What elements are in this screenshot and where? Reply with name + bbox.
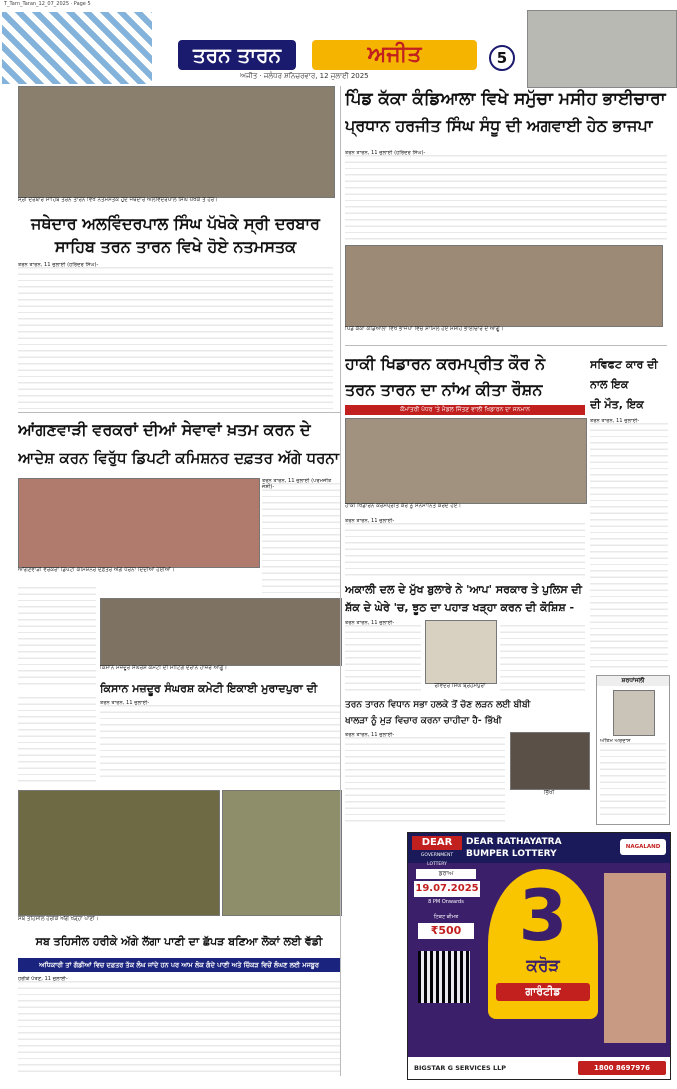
kisan-headline: ਕਿਸਾਨ ਮਜ਼ਦੂਰ ਸੰਘਰਸ਼ ਕਮੇਟੀ ਇਕਾਈ ਮੁਰਾਦਪੁਰਾ ਦੀ — [100, 682, 318, 695]
obituary-label: ਸ਼ਰਧਾਂਜਲੀ — [597, 676, 669, 686]
akali-caption: ਰਵਿੰਦਰ ਸਿੰਘ ਬ੍ਰਹਮਪੁਰਾ — [434, 683, 486, 689]
kisan-body: ਤਰਨ ਤਾਰਨ, 11 ਜੁਲਾਈ- — [100, 700, 340, 782]
khalra-caption: ਭਿੱਖੀ — [543, 790, 555, 796]
lottery-prize-tag: ਗਾਰੰਟੀਡ — [496, 983, 590, 1001]
khalra-headline-1: ਤਰਨ ਤਾਰਨ ਵਿਧਾਨ ਸਭਾ ਹਲਕੇ ਤੋਂ ਚੋਣ ਲੜਨ ਲਈ ਬੀਬੀ — [345, 700, 531, 710]
section-divider-right — [345, 345, 667, 346]
anganwadi-headline-1: ਆਂਗਣਵਾੜੀ ਵਰਕਰਾਂ ਦੀਆਂ ਸੇਵਾਵਾਂ ਖ਼ਤਮ ਕਰਨ ਦੇ — [18, 420, 311, 439]
lottery-ticket-price: ₹500 — [418, 923, 474, 939]
lottery-ticket-label: ਟਿਕਟ ਕੀਮਤ — [433, 914, 459, 920]
kisan-photo — [100, 598, 342, 666]
accident-headline-2: ਨਾਲ ਇਕ — [590, 378, 629, 391]
lottery-prize-word: ਕਰੋੜ — [526, 956, 560, 976]
lottery-brand-sub: GOVERNMENT LOTTERY — [420, 853, 454, 867]
jathedar-headline-2: ਸਾਹਿਬ ਤਰਨ ਤਾਰਨ ਵਿਖੇ ਹੋਏ ਨਤਮਸਤਕ — [54, 237, 297, 256]
bjp-headline-1: ਪਿੰਡ ਕੱਕਾ ਕੰਡਿਆਲਾ ਵਿਖੇ ਸਮੁੱਚਾ ਮਸੀਹ ਭਾਈਚਾਰਾ — [345, 89, 666, 109]
lottery-brand: DEAR — [412, 836, 462, 850]
jathedar-caption: ਸ੍ਰੀ ਦਰਬਾਰ ਸਾਹਿਬ ਤਰਨ ਤਾਰਨ ਵਿਖੇ ਨਤਮਸਤਕ ਹੁੰਦੇ ਜਥੇਦਾਰ ਅਲਵਿੰਦਰਪਾਲ ਸਿੰਘ ਪੱਖੋਕੇ ਤੇ ਹੋਰ। — [18, 197, 218, 203]
lottery-title-2: BUMPER LOTTERY — [466, 849, 557, 859]
water-headline: ਸਬ ਤਹਿਸੀਲ ਹਰੀਕੇ ਅੱਗੇ ਲੱਗਾ ਪਾਣੀ ਦਾ ਛੱਪੜ ਬਣਿਆ ਲੋਕਾਂ ਲਈ ਵੱਡੀ — [35, 935, 323, 948]
accident-body: ਤਰਨ ਤਾਰਨ, 11 ਜੁਲਾਈ- — [590, 418, 668, 668]
water-caption: ਸਬ ਤਹਿਸੀਲ ਹਰੀਕੇ ਅੱਗੇ ਖੜ੍ਹਾ ਪਾਣੀ। — [18, 916, 99, 922]
obituary-photo — [613, 690, 655, 736]
lottery-ambassador-photo — [604, 873, 666, 1043]
masthead-pattern-left — [2, 12, 152, 84]
anganwadi-photo — [18, 478, 260, 568]
hockey-headline-2: ਤਰਨ ਤਾਰਨ ਦਾ ਨਾਂਅ ਕੀਤਾ ਰੌਸ਼ਨ — [345, 380, 543, 399]
section-divider-left — [18, 412, 340, 413]
water-photo-1 — [18, 790, 220, 916]
khalra-photo — [510, 732, 590, 790]
jathedar-photo — [18, 86, 335, 198]
column-divider — [340, 86, 341, 1076]
hockey-caption: ਹਾਕੀ ਖਿਡਾਰਨ ਕਰਮਪ੍ਰੀਤ ਕੌਰ ਨੂੰ ਸਨਮਾਨਿਤ ਕਰਦੇ ਹੋਏ। — [345, 503, 462, 509]
anganwadi-body-right: ਤਰਨ ਤਾਰਨ, 11 ਜੁਲਾਈ (ਪਰਮਜੀਤ ਜੋਸ਼ੀ)- — [262, 478, 340, 600]
lottery-draw-date: 19.07.2025 — [414, 881, 480, 897]
bjp-caption: ਪਿੰਡ ਕੱਕਾ ਕੰਡਿਆਲਾ ਵਿਖੇ ਭਾਜਪਾ ਵਿਚ ਸ਼ਾਮਿਲ ਹੋਏ ਮਸੀਹ ਭਾਈਚਾਰੇ ਦੇ ਆਗੂ। — [345, 326, 504, 332]
lottery-seller: BIGSTAR G SERVICES LLP — [414, 1064, 506, 1072]
akali-headline-1: ਅਕਾਲੀ ਦਲ ਦੇ ਮੁੱਖ ਬੁਲਾਰੇ ਨੇ 'ਆਪ' ਸਰਕਾਰ ਤੇ ਪੁਲਿਸ ਦੀ — [345, 583, 582, 596]
accident-headline-1: ਸਵਿਫਟ ਕਾਰ ਦੀ — [590, 358, 658, 371]
dateline: ਅਜੀਤ · ਜਲੰਧਰ ਸ਼ਨਿਚਰਵਾਰ, 12 ਜੁਲਾਈ 2025 — [240, 72, 369, 80]
obituary-body: ਅੰਤਿਮ ਅਰਦਾਸ — [600, 738, 666, 820]
masthead-title-right: ਅਜੀਤ — [312, 40, 477, 70]
page-number: 5 — [489, 45, 515, 71]
print-info: T_Tarn_Taran_12_07_2025 · Page 5 — [4, 1, 91, 7]
bjp-photo — [345, 245, 663, 327]
anganwadi-headline-2: ਆਦੇਸ਼ ਕਰਨ ਵਿਰੁੱਧ ਡਿਪਟੀ ਕਮਿਸ਼ਨਰ ਦਫ਼ਤਰ ਅੱਗੇ ਧਰਨਾ — [18, 449, 340, 467]
lottery-draw-label: ਡਰਾਅ — [416, 869, 476, 879]
kisan-caption: ਕਿਸਾਨ ਮਜ਼ਦੂਰ ਸੰਘਰਸ਼ ਕਮੇਟੀ ਦੀ ਮੀਟਿੰਗ ਦੌਰਾਨ ਹਾਜ਼ਰ ਆਗੂ। — [100, 665, 228, 671]
lottery-phone: 1800 8697976 — [578, 1061, 666, 1075]
hockey-body: ਤਰਨ ਤਾਰਨ, 11 ਜੁਲਾਈ- — [345, 518, 585, 578]
akali-photo — [425, 620, 497, 684]
bjp-body: ਤਰਨ ਤਾਰਨ, 11 ਜੁਲਾਈ (ਹਰਿੰਦਰ ਸਿੰਘ)- — [345, 150, 667, 242]
hockey-headline-1: ਹਾਕੀ ਖਿਡਾਰਨ ਕਰਮਪ੍ਰੀਤ ਕੌਰ ਨੇ — [345, 354, 546, 373]
hockey-subhead: ਕੌਮਾਂਤਰੀ ਪੱਧਰ 'ਤੇ ਮੈਡਲ ਜਿੱਤਣ ਵਾਲੀ ਖਿਡਾਰਨ ਦਾ ਸਨਮਾਨ — [345, 405, 585, 415]
water-subhead: ਅਧਿਕਾਰੀ ਤਾਂ ਗੱਡੀਆਂ ਵਿਚ ਦਫ਼ਤਰ ਤੱਕ ਲੰਘ ਜਾਂਦੇ ਹਨ ਪਰ ਆਮ ਲੋਕ ਗੰਦੇ ਪਾਣੀ ਅਤੇ ਚਿੱਕੜ ਵਿਚੋਂ ਲੰਘਣ ਲਈ ਮਜਬੂਰ — [18, 958, 340, 972]
khalra-headline-2: ਖਾਲੜਾ ਨੂੰ ਮੁੜ ਵਿਚਾਰ ਕਰਨਾ ਚਾਹੀਦਾ ਹੈ- ਭਿੱਖੀ — [345, 716, 502, 726]
accident-headline-3: ਦੀ ਮੌਤ, ਇਕ — [590, 398, 644, 411]
obituary-box — [596, 675, 670, 825]
lottery-prize-digit: 3 — [518, 875, 568, 957]
bjp-headline-2: ਪ੍ਰਧਾਨ ਹਰਜੀਤ ਸਿੰਘ ਸੰਧੂ ਦੀ ਅਗਵਾਈ ਹੇਠ ਭਾਜਪਾ — [345, 116, 653, 135]
water-photo-2 — [222, 790, 342, 916]
water-body: ਹਰੀਕੇ ਪੱਤਣ, 11 ਜੁਲਾਈ- — [18, 976, 340, 1076]
lottery-ad — [407, 832, 671, 1080]
lottery-state: NAGALAND — [620, 839, 666, 855]
lottery-qr-code — [418, 951, 470, 1003]
jathedar-body: ਤਰਨ ਤਾਰਨ, 11 ਜੁਲਾਈ (ਹਰਿੰਦਰ ਸਿੰਘ)- — [18, 262, 333, 410]
lottery-title-1: DEAR RATHAYATRA — [466, 837, 562, 847]
hockey-photo — [345, 418, 587, 504]
masthead-photo — [527, 10, 677, 88]
jathedar-headline-1: ਜਥੇਦਾਰ ਅਲਵਿੰਦਰਪਾਲ ਸਿੰਘ ਪੱਖੋਕੇ ਸ੍ਰੀ ਦਰਬਾਰ — [31, 214, 320, 233]
akali-body-right — [500, 620, 585, 692]
anganwadi-body-left — [18, 582, 96, 688]
kisan-body-left — [18, 692, 96, 784]
lottery-draw-time: 8 PM Onwards — [428, 899, 464, 905]
akali-body-left: ਤਰਨ ਤਾਰਨ, 11 ਜੁਲਾਈ- — [345, 620, 421, 692]
masthead-title-left: ਤਰਨ ਤਾਰਨ — [178, 40, 296, 70]
anganwadi-caption: ਆਂਗਣਵਾੜੀ ਵਰਕਰਾਂ ਡਿਪਟੀ ਕਮਿਸ਼ਨਰ ਦਫ਼ਤਰ ਅੱਗੇ ਧਰਨਾ ਦਿੰਦੀਆਂ ਹੋਈਆਂ। — [18, 567, 175, 573]
akali-headline-2: ਸ਼ੱਕ ਦੇ ਘੇਰੇ 'ਚ, ਝੂਠ ਦਾ ਪਹਾੜ ਖੜ੍ਹਾ ਕਰਨ ਦੀ ਕੋਸ਼ਿਸ਼ - — [345, 601, 575, 614]
khalra-body: ਤਰਨ ਤਾਰਨ, 11 ਜੁਲਾਈ- — [345, 732, 505, 824]
masthead — [0, 10, 677, 88]
